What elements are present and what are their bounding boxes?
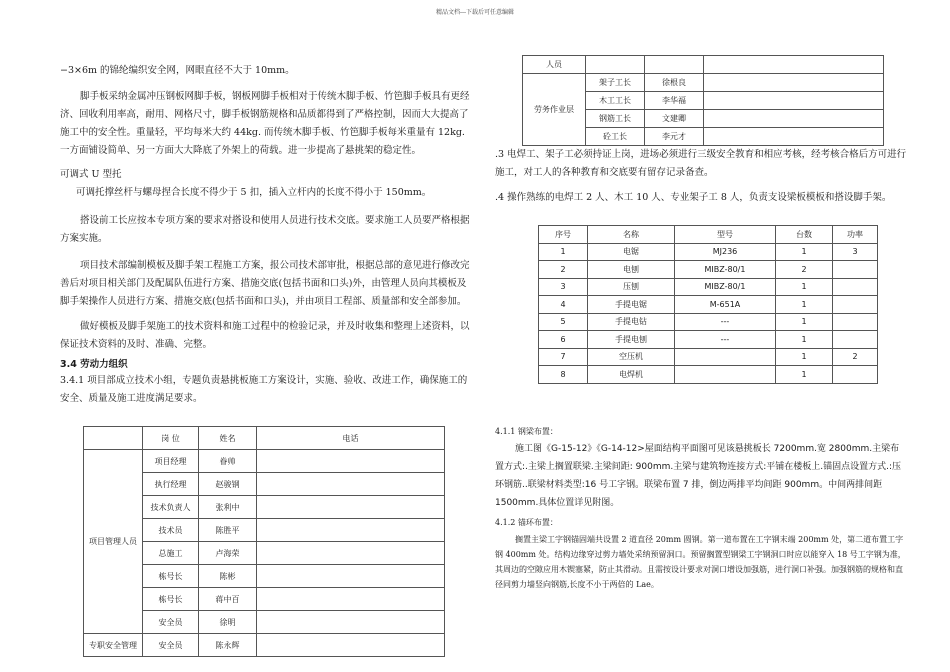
table-row — [84, 634, 445, 657]
name-cell: 卢海荣 — [199, 542, 257, 565]
name-cell: 陈永辉 — [199, 634, 257, 657]
table-header: 名称 — [588, 226, 675, 244]
table-row — [539, 348, 878, 366]
table-header-row — [84, 427, 445, 450]
model-cell: MIBZ-80/1 — [675, 261, 776, 279]
briefing-paragraph: 搭设前工长应按本专项方案的要求对搭设和使用人员进行技术交底。要求施工人员要严格根据方案实施。 — [60, 215, 470, 244]
no-cell: 3 — [539, 278, 588, 296]
power-cell: 3 — [833, 243, 878, 261]
phone-cell — [704, 128, 884, 146]
phone-cell — [257, 450, 445, 473]
u-support-title: 可调式 U 型托 — [60, 169, 122, 180]
no-cell: 4 — [539, 296, 588, 314]
name-cell — [645, 56, 704, 74]
phone-cell — [257, 634, 445, 657]
power-cell: 2 — [833, 348, 878, 366]
phone-cell — [704, 74, 884, 92]
table-row — [539, 313, 878, 331]
model-cell — [675, 348, 776, 366]
name-cell: 徐明 — [199, 611, 257, 634]
phone-cell — [704, 92, 884, 110]
table-row — [523, 74, 884, 92]
steel-beam-heading: 4.1.1 钢梁布置： — [495, 427, 558, 436]
phone-cell — [257, 473, 445, 496]
table-header: 岗 位 — [143, 427, 199, 450]
model-cell: --- — [675, 331, 776, 349]
name-cell: 陈胜平 — [199, 519, 257, 542]
role-cell: 钢筋工长 — [586, 110, 645, 128]
power-cell — [833, 331, 878, 349]
phone-cell — [257, 542, 445, 565]
table-row — [539, 243, 878, 261]
power-cell — [833, 278, 878, 296]
table-header: 型号 — [675, 226, 776, 244]
table-row — [539, 296, 878, 314]
model-cell: MIBZ-80/1 — [675, 278, 776, 296]
name-cell: 空压机 — [588, 348, 675, 366]
qty-cell: 1 — [776, 296, 833, 314]
table-row — [539, 261, 878, 279]
role-cell: 技术员 — [143, 519, 199, 542]
role-cell: 执行经理 — [143, 473, 199, 496]
group-cell: 人员 — [523, 56, 586, 74]
table-header: 电话 — [257, 427, 445, 450]
role-cell: 砼工长 — [586, 128, 645, 146]
name-cell: 电锯 — [588, 243, 675, 261]
name-cell: 文建卿 — [645, 110, 704, 128]
qty-cell: 1 — [776, 366, 833, 384]
anchor-ring-paragraph: 搁置主梁工字钢锚固端共设置 2 道直径 20mm 圆钢。第一道布置在工字钢末端 200mm 处，第二道布置工字钢 400mm 处。结构边缘穿过剪力墙处采纳预留洞口。预留搁置型钢梁工字钢洞口时应以能穿入 18 号工字钢为准，其周边的空隙应用木锲塞紧，防止其滑动。且需按设计要求对洞口增设加强筋，进行洞口补强。加强钢筋的规格和直径同剪力墙竖向钢筋,长度不小于两倍的 Lae。 — [495, 535, 906, 589]
power-cell — [833, 366, 878, 384]
table-row — [539, 331, 878, 349]
role-cell: 安全员 — [143, 634, 199, 657]
table-header-spacer — [84, 427, 143, 450]
staff-table — [83, 426, 445, 657]
scaffold-board-paragraph: 脚手板采纳金属冲压钢板网脚手板，钢板网脚手板相对于传统木脚手板、竹笆脚手板具有更经济、回收利用率高，耐用、网格尺寸，脚手板钢筋规格和品质都得到了严格控制，因而大大提高了施工中的安全性。重量轻，平均每米大约 44kg. 而传统木脚手板、竹笆脚手板每米重量有 12kg. 一方面铺设简单、另一方面大大降底了外架上的荷载。进一步提高了悬挑架的稳定性。 — [60, 91, 470, 156]
name-cell: 压刨 — [588, 278, 675, 296]
table-row — [84, 450, 445, 473]
role-cell: 栋号长 — [143, 588, 199, 611]
records-paragraph: 做好模板及脚手架施工的技术资料和施工过程中的检验记录，并及时收集和整理上述资料，以保证技术资料的及时、准确、完整。 — [60, 321, 470, 350]
phone-cell — [257, 496, 445, 519]
tech-dept-paragraph: 项目技术部编制模板及脚手架工程施工方案，报公司技术部审批，根据总部的意见进行修改完善后对项目相关部门及配属队伍进行方案、措施交底(包括书面和口头)外，由管理人员向其模板及脚手架操作人员进行方案、措施交底(包括书面和口头)，并由项目工程部、质量部和安全部参加。 — [60, 260, 470, 307]
qty-cell: 2 — [776, 261, 833, 279]
name-cell: 电刨 — [588, 261, 675, 279]
phone-cell — [257, 519, 445, 542]
table-header-row — [539, 226, 878, 244]
name-cell: 电焊机 — [588, 366, 675, 384]
qty-cell: 1 — [776, 278, 833, 296]
name-cell: 手提电钻 — [588, 313, 675, 331]
model-cell: MJ236 — [675, 243, 776, 261]
table-row — [523, 56, 884, 74]
role-cell — [586, 56, 645, 74]
qty-cell: 1 — [776, 348, 833, 366]
qty-cell: 1 — [776, 243, 833, 261]
group-cell: 劳务作业层 — [523, 74, 586, 146]
role-cell: 项目经理 — [143, 450, 199, 473]
certification-paragraph: .3 电焊工、架子工必须持证上岗，进场必须进行三级安全教育和相应考核，经考核合格后方可进行施工，对工人的各种教育和交底要有留存记录备查。 — [495, 149, 907, 178]
phone-cell — [257, 588, 445, 611]
labor-table — [522, 55, 884, 146]
role-cell: 木工工长 — [586, 92, 645, 110]
name-cell: 赵骏钢 — [199, 473, 257, 496]
phone-cell — [257, 565, 445, 588]
table-header: 台数 — [776, 226, 833, 244]
model-cell: --- — [675, 313, 776, 331]
no-cell: 8 — [539, 366, 588, 384]
group-cell: 专职安全管理 — [84, 634, 143, 657]
table-header: 功率 — [833, 226, 878, 244]
no-cell: 6 — [539, 331, 588, 349]
model-cell — [675, 366, 776, 384]
section-heading: 3.4 劳动力组织 — [60, 359, 128, 370]
no-cell: 5 — [539, 313, 588, 331]
role-cell: 架子工长 — [586, 74, 645, 92]
no-cell: 7 — [539, 348, 588, 366]
name-cell: 蒋中百 — [199, 588, 257, 611]
name-cell: 手提电锯 — [588, 296, 675, 314]
model-cell: M-651A — [675, 296, 776, 314]
u-support-line: 可调托撑丝杆与螺母捏合长度不得少于 5 扣，插入立杆内的长度不得小于 150mm。 — [76, 187, 432, 198]
no-cell: 1 — [539, 243, 588, 261]
power-cell — [833, 296, 878, 314]
no-cell: 2 — [539, 261, 588, 279]
role-cell: 技术负责人 — [143, 496, 199, 519]
safety-net-line: −3×6m 的锦纶编织安全网，网眼直径不大于 10mm。 — [60, 65, 295, 76]
phone-cell — [704, 110, 884, 128]
name-cell: 徐根良 — [645, 74, 704, 92]
table-header: 姓名 — [199, 427, 257, 450]
power-cell — [833, 313, 878, 331]
name-cell: 张利中 — [199, 496, 257, 519]
table-row — [539, 366, 878, 384]
workers-line: .4 操作熟练的电焊工 2 人、木工 10 人、专业架子工 8 人，负责支设梁板模板和搭设脚手架。 — [495, 192, 892, 203]
anchor-ring-heading: 4.1.2 锚环布置： — [495, 518, 558, 527]
qty-cell: 1 — [776, 331, 833, 349]
table-row — [539, 278, 878, 296]
tech-group-paragraph: 3.4.1 项目部成立技术小组，专题负责悬挑板施工方案设计，实施、验收、改进工作，确保施工的安全、质量及施工进度满足要求。 — [60, 375, 468, 404]
phone-cell — [704, 56, 884, 74]
power-cell — [833, 261, 878, 279]
qty-cell: 1 — [776, 313, 833, 331]
name-cell: 李元才 — [645, 128, 704, 146]
phone-cell — [257, 611, 445, 634]
table-header: 序号 — [539, 226, 588, 244]
group-cell: 项目管理人员 — [84, 450, 143, 634]
role-cell: 安全员 — [143, 611, 199, 634]
name-cell: 眷帅 — [199, 450, 257, 473]
role-cell: 总施工 — [143, 542, 199, 565]
page-header: 精品文档---下载后可任意编辑 — [435, 9, 515, 16]
role-cell: 栋号长 — [143, 565, 199, 588]
name-cell: 手提电刨 — [588, 331, 675, 349]
steel-beam-paragraph: 施工图《G-15-12》《G-14-12>屋面结构平面图可见该悬挑板长 7200mm.宽 2800mm.主梁布置方式:.主梁上搁置联梁.主梁间距: 900mm.主梁与建筑物连接方式:平铺在楼板上.锚固点设置方式.:压环钢筋..联梁材料类型:16 号工字钢。联梁布置 7 排，倒边两排平均间距 900mm。中间两排间距 1500mm.具体位置详见附图。 — [495, 444, 902, 508]
equipment-table — [538, 225, 878, 384]
name-cell: 陈彬 — [199, 565, 257, 588]
name-cell: 李华福 — [645, 92, 704, 110]
